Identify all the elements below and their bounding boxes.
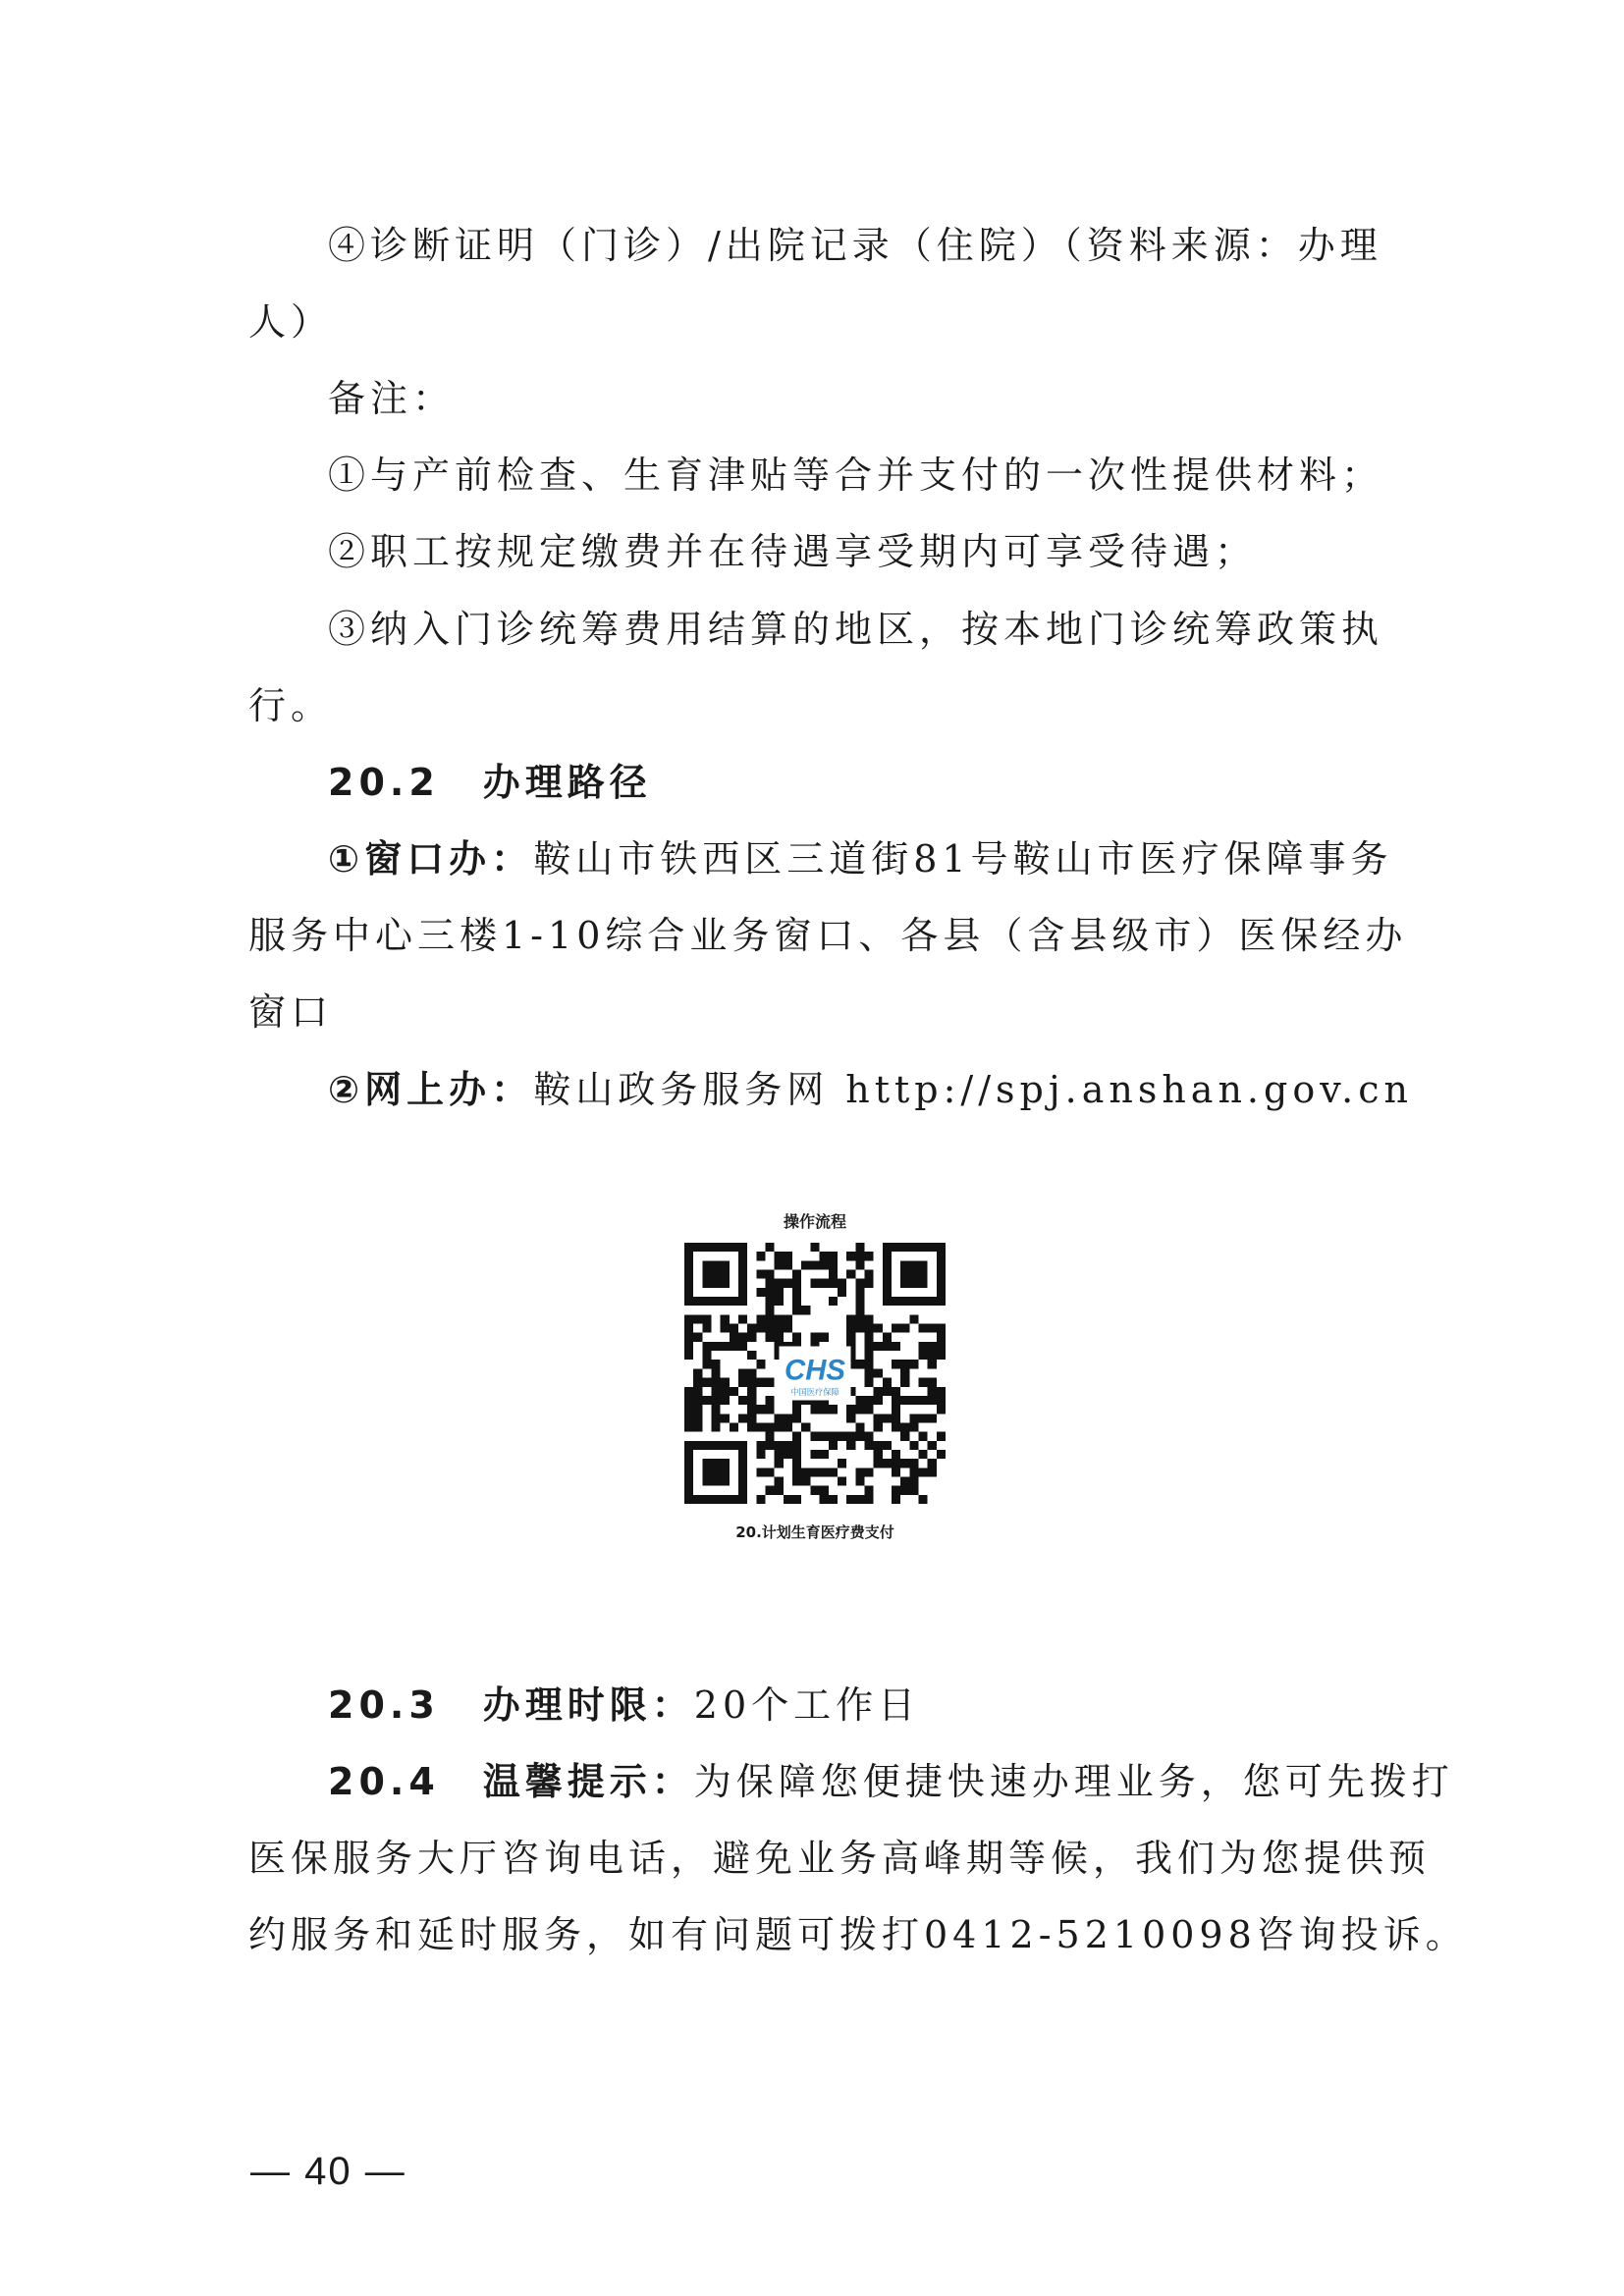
section-20-4-line3: 约服务和延时服务，如有问题可拨打0412-5210098咨询投诉。: [248, 1913, 1468, 1956]
qr-title: 操作流程: [783, 1212, 846, 1231]
section-title: 温馨提示：: [482, 1760, 694, 1803]
section-20-4-line1: [328, 1758, 1454, 1805]
window-line3: 窗口: [248, 990, 334, 1034]
window-line1: [328, 835, 1393, 882]
remark-2: ②职工按规定缴费并在待遇享受期内可享受待遇；: [328, 530, 1258, 573]
section-20-3: [328, 1682, 920, 1729]
section-20-4-line2: 医保服务大厅咨询电话，避免业务高峰期等候，我们为您提供预: [248, 1837, 1432, 1880]
chs-logo-sub: [790, 1387, 839, 1397]
section-title: 办理路径: [482, 761, 652, 804]
remark-1: ①与产前检查、生育津贴等合并支付的一次性提供材料；: [328, 454, 1384, 497]
remark-3-line1: ③纳入门诊统筹费用结算的地区，按本地门诊统筹政策执: [328, 608, 1384, 651]
section-text: 20个工作日: [693, 1683, 921, 1727]
online-label: ②网上办：: [328, 1068, 534, 1111]
section-title: 办理时限：: [482, 1683, 694, 1727]
online-line: [328, 1066, 1413, 1113]
section-number: 20.3: [328, 1683, 440, 1727]
qr-caption: 20.计划生育医疗费支付: [735, 1523, 894, 1541]
section-number: 20.2: [328, 761, 440, 804]
window-text: 鞍山市铁西区三道街81号鞍山市医疗保障事务: [533, 837, 1393, 881]
page-number: — 40 —: [250, 2150, 406, 2193]
section-20-2-heading: [328, 759, 652, 806]
window-label: ①窗口办：: [328, 837, 534, 881]
online-text: 鞍山政务服务网 http://spj.anshan.gov.cn: [533, 1068, 1414, 1111]
chs-logo: CHS: [785, 1354, 845, 1387]
section-number: 20.4: [328, 1760, 440, 1803]
window-line2: 服务中心三楼1-10综合业务窗口、各县（含县级市）医保经办: [248, 914, 1408, 957]
qr-code: [684, 1243, 946, 1504]
item4-line1: ④诊断证明（门诊）/出院记录（住院）（资料来源：办理: [328, 224, 1382, 267]
remark-title: 备注：: [328, 377, 456, 420]
item4-line2: 人）: [248, 300, 334, 344]
remark-3-line2: 行。: [248, 684, 334, 727]
section-text: 为保障您便捷快速办理业务，您可先拨打: [693, 1760, 1454, 1803]
